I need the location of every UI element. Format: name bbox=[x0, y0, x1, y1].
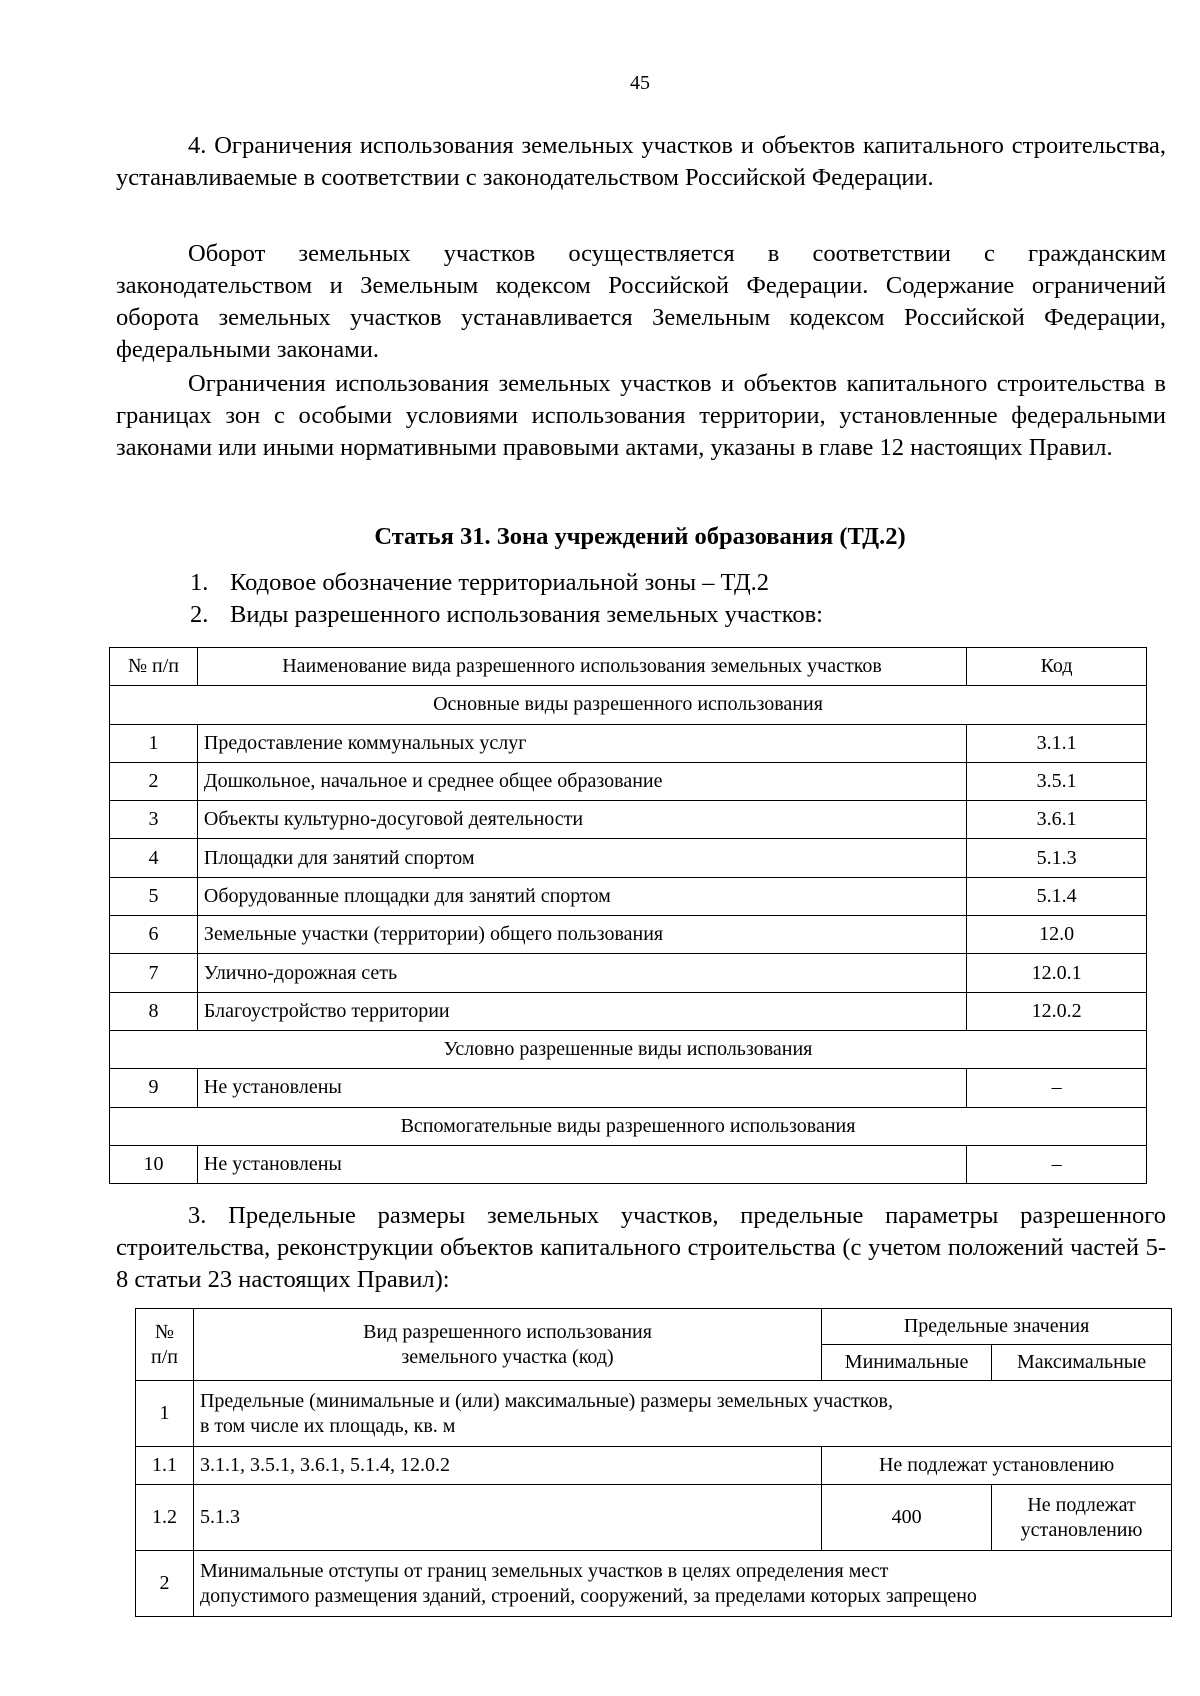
row-code: – bbox=[967, 1145, 1147, 1183]
header-text: № bbox=[154, 1320, 175, 1343]
paragraph-zone-restrictions: Ограничения использования земельных участков и объектов капитального строительства в границах зон с особыми условиями использования территории, установленные федеральными законами или иными нормативными правовыми актами, указаны в главе 12 настоящих Правил. bbox=[116, 370, 1166, 461]
list-item-text: Кодовое обозначение территориальной зоны – ТД.2 bbox=[230, 569, 770, 596]
section-row bbox=[110, 686, 1147, 724]
table-row bbox=[136, 1447, 1172, 1485]
row-code: 5.1.4 bbox=[967, 877, 1147, 915]
row-name: Дошкольное, начальное и среднее общее образование bbox=[197, 762, 966, 800]
row-min-value: 400 bbox=[822, 1485, 992, 1551]
row-name: Предоставление коммунальных услуг bbox=[197, 724, 966, 762]
row-value: Не подлежат установлению bbox=[822, 1447, 1172, 1485]
table-row bbox=[110, 1145, 1147, 1183]
row-number: 1.2 bbox=[136, 1485, 194, 1551]
section-row bbox=[110, 1107, 1147, 1145]
description-line: Минимальные отступы от границ земельных участков в целях определения мест bbox=[199, 1559, 889, 1582]
table-row bbox=[110, 916, 1147, 954]
row-number: 8 bbox=[110, 992, 198, 1030]
section-conditional-label: Условно разрешенные виды использования bbox=[110, 1030, 1147, 1068]
paragraph-land-turnover: Оборот земельных участков осуществляется в соответствии с гражданским законодательством и Земельным кодексом Российской Федерации. Содержание ограничений оборота земельных участков устанавливается Земельным кодексом Российской Федерации, федеральными законами. bbox=[116, 240, 1166, 363]
table-row bbox=[110, 724, 1147, 762]
table-row bbox=[110, 992, 1147, 1030]
row-number: 6 bbox=[110, 916, 198, 954]
column-header-name: Наименование вида разрешенного использования земельных участков bbox=[197, 648, 966, 686]
table-row bbox=[110, 1069, 1147, 1107]
row-code: 3.6.1 bbox=[967, 801, 1147, 839]
section-main-label: Основные виды разрешенного использования bbox=[110, 686, 1147, 724]
table-row bbox=[110, 954, 1147, 992]
list-item bbox=[190, 599, 823, 631]
column-header-limits: Предельные значения bbox=[822, 1309, 1172, 1345]
row-name: Не установлены bbox=[197, 1145, 966, 1183]
row-code: 3.5.1 bbox=[967, 762, 1147, 800]
row-number: 9 bbox=[110, 1069, 198, 1107]
list-item bbox=[190, 567, 769, 599]
column-header-min: Минимальные bbox=[822, 1345, 992, 1381]
row-code: 3.1.1 bbox=[967, 724, 1147, 762]
row-codes: 3.1.1, 3.5.1, 3.6.1, 5.1.4, 12.0.2 bbox=[193, 1447, 821, 1485]
value-line: Не подлежат bbox=[1027, 1493, 1136, 1516]
row-name: Площадки для занятий спортом bbox=[197, 839, 966, 877]
row-number: 3 bbox=[110, 801, 198, 839]
row-max-value bbox=[992, 1485, 1172, 1551]
header-text: земельного участка (код) bbox=[401, 1345, 614, 1368]
row-code: 12.0.2 bbox=[967, 992, 1147, 1030]
row-name: Оборудованные площадки для занятий спортом bbox=[197, 877, 966, 915]
list-item-number: 2. bbox=[190, 601, 209, 628]
row-number: 1 bbox=[136, 1381, 194, 1447]
section-row bbox=[110, 1030, 1147, 1068]
table-row bbox=[136, 1551, 1172, 1617]
table-row bbox=[110, 839, 1147, 877]
row-description bbox=[193, 1551, 1171, 1617]
row-number: 10 bbox=[110, 1145, 198, 1183]
table-header-row bbox=[110, 648, 1147, 686]
column-header-max: Максимальные bbox=[992, 1345, 1172, 1381]
row-name: Объекты культурно-досуговой деятельности bbox=[197, 801, 966, 839]
row-number: 1 bbox=[110, 724, 198, 762]
row-number: 2 bbox=[110, 762, 198, 800]
table-row bbox=[136, 1485, 1172, 1551]
permitted-use-table bbox=[109, 647, 1147, 1184]
row-number: 4 bbox=[110, 839, 198, 877]
table-row bbox=[136, 1381, 1172, 1447]
row-codes: 5.1.3 bbox=[193, 1485, 821, 1551]
row-name: Улично-дорожная сеть bbox=[197, 954, 966, 992]
column-header-number: № п/п bbox=[110, 648, 198, 686]
row-number: 7 bbox=[110, 954, 198, 992]
description-line: допустимого размещения зданий, строений, сооружений, за пределами которых запрещено bbox=[199, 1584, 977, 1607]
list-item-number: 1. bbox=[190, 569, 209, 596]
header-text: Вид разрешенного использования bbox=[363, 1320, 652, 1343]
page-number: 45 bbox=[630, 72, 650, 94]
row-number: 2 bbox=[136, 1551, 194, 1617]
description-line: в том числе их площадь, кв. м bbox=[199, 1414, 456, 1437]
paragraph-limits: 3. Предельные размеры земельных участков, предельные параметры разрешенного строительства, реконструкции объектов капитального строительства (с учетом положений частей 5-8 статьи 23 настоящих Правил): bbox=[116, 1202, 1166, 1293]
row-code: 12.0.1 bbox=[967, 954, 1147, 992]
description-line: Предельные (минимальные и (или) максимальные) размеры земельных участков, bbox=[199, 1389, 893, 1412]
paragraph-restrictions: 4. Ограничения использования земельных участков и объектов капитального строительства, устанавливаемые в соответствии с законодательством Российской Федерации. bbox=[116, 132, 1166, 191]
row-description bbox=[193, 1381, 1171, 1447]
table-header-row bbox=[136, 1309, 1172, 1345]
column-header-code: Код bbox=[967, 648, 1147, 686]
value-line: установлению bbox=[1020, 1518, 1143, 1541]
row-name: Благоустройство территории bbox=[197, 992, 966, 1030]
header-text: п/п bbox=[150, 1345, 178, 1368]
row-name: Земельные участки (территории) общего пользования bbox=[197, 916, 966, 954]
table-row bbox=[110, 877, 1147, 915]
row-code: 5.1.3 bbox=[967, 839, 1147, 877]
table-row bbox=[110, 762, 1147, 800]
row-number: 1.1 bbox=[136, 1447, 194, 1485]
row-number: 5 bbox=[110, 877, 198, 915]
row-code: – bbox=[967, 1069, 1147, 1107]
section-auxiliary-label: Вспомогательные виды разрешенного использования bbox=[110, 1107, 1147, 1145]
row-code: 12.0 bbox=[967, 916, 1147, 954]
column-header-kind bbox=[193, 1309, 821, 1381]
list-item-text: Виды разрешенного использования земельных участков: bbox=[230, 601, 823, 628]
row-name: Не установлены bbox=[197, 1069, 966, 1107]
column-header-number bbox=[136, 1309, 194, 1381]
table-row bbox=[110, 801, 1147, 839]
article-heading: Статья 31. Зона учреждений образования (ТД.2) bbox=[374, 523, 906, 550]
limits-table bbox=[135, 1308, 1172, 1617]
